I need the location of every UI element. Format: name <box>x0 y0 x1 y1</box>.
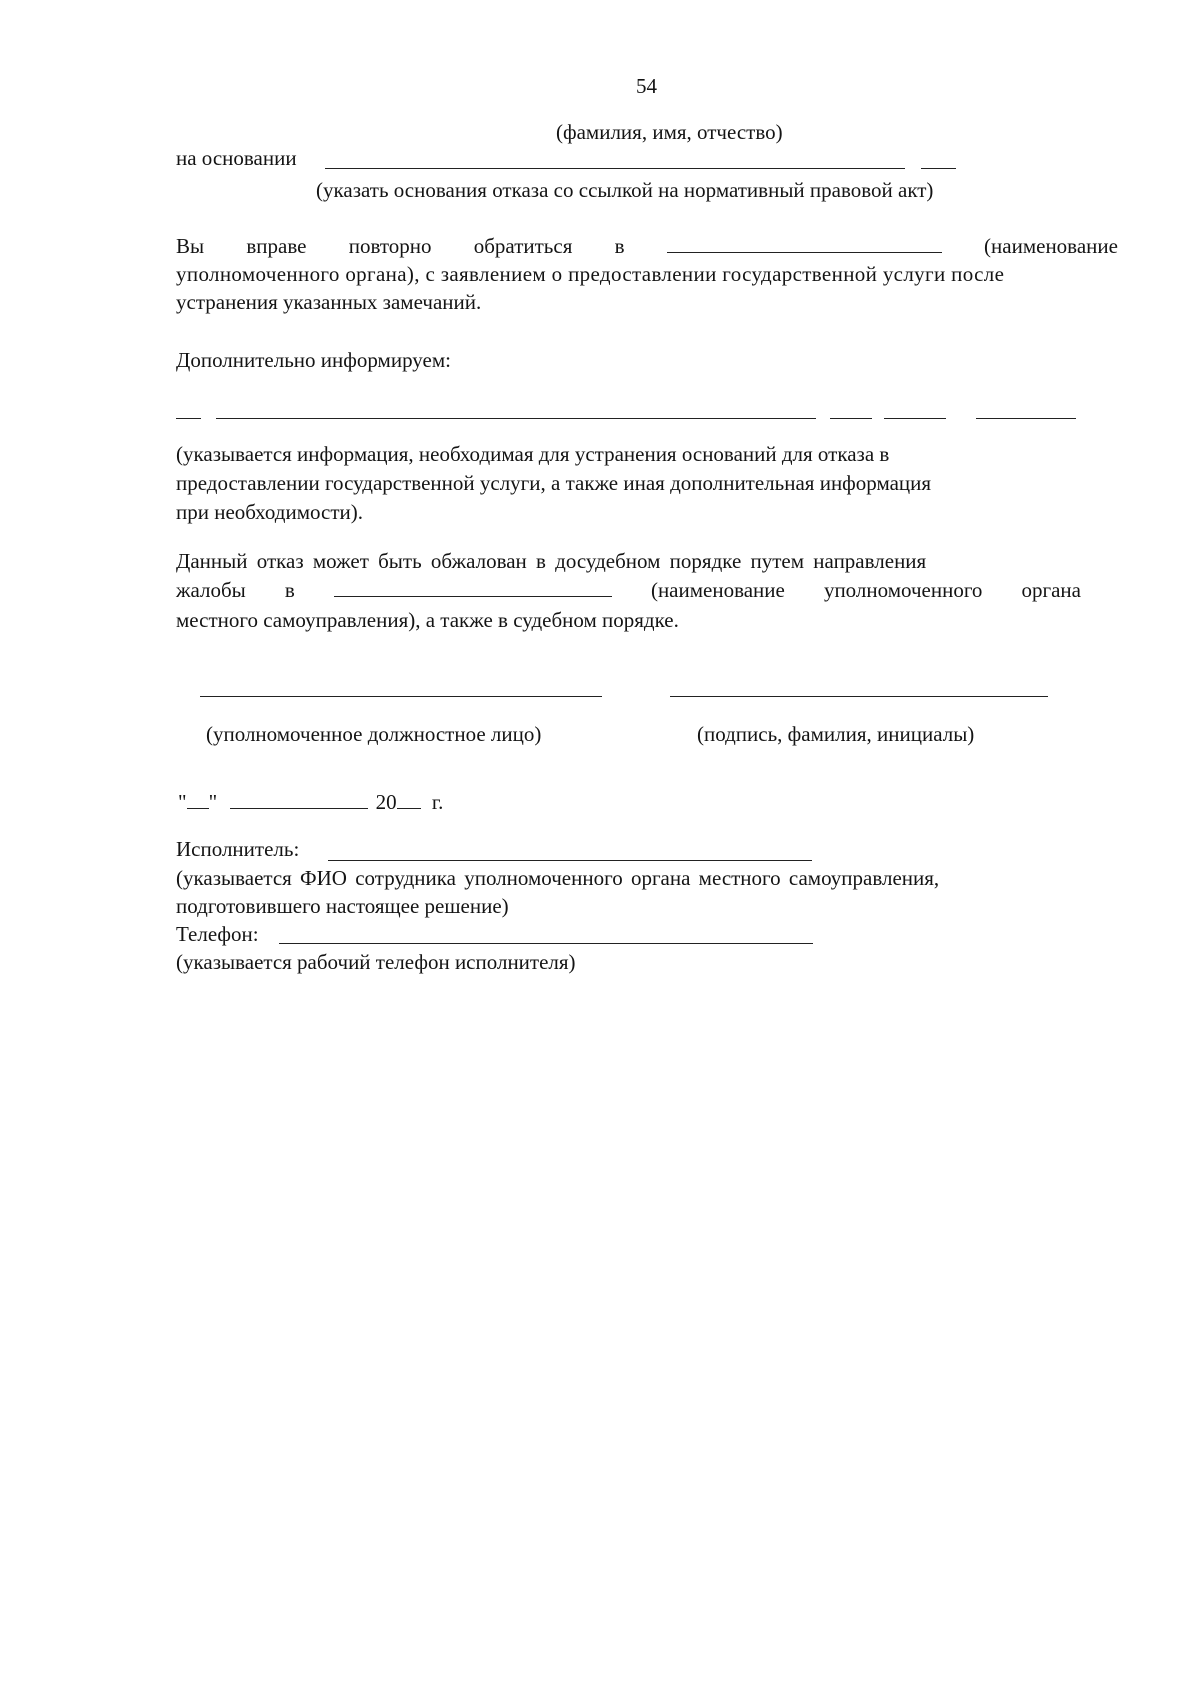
phone-caption: (указывается рабочий телефон исполнителя) <box>176 950 576 974</box>
executor-caption-line-2: подготовившего настоящее решение) <box>176 894 509 918</box>
appeal-line-1: Данный отказ может быть обжалован в досудебном порядке путем направления <box>176 549 927 573</box>
appeal-word: органа <box>1021 578 1081 602</box>
executor-caption-line-1: (указывается ФИО сотрудника уполномоченного органа местного самоуправления, <box>176 866 940 890</box>
day-blank <box>187 808 209 809</box>
additional-fill-line <box>216 418 816 419</box>
additional-caption-line-1: (указывается информация, необходимая для устранения оснований для отказа в <box>176 442 890 466</box>
reapply-line-1 <box>176 236 1118 257</box>
appeal-line-2 <box>176 580 1081 601</box>
year-prefix: 20 <box>375 790 397 814</box>
reapply-word: Вы <box>176 234 205 258</box>
executor-fill-line <box>328 860 812 861</box>
appeal-word: уполномоченного <box>823 578 983 602</box>
additional-caption-line-2: предоставлении государственной услуги, а также иная дополнительная информация <box>176 471 932 495</box>
appeal-word: в <box>284 578 295 602</box>
executor-label: Исполнитель: <box>176 837 300 861</box>
month-blank <box>230 808 368 809</box>
appeal-line-3: местного самоуправления), а также в судебном порядке. <box>176 608 679 632</box>
year-suffix: г. <box>431 790 444 814</box>
official-caption: (уполномоченное должностное лицо) <box>206 722 542 746</box>
reapply-line-3: устранения указанных замечаний. <box>176 290 482 314</box>
additional-fill-line <box>976 418 1076 419</box>
phone-label: Телефон: <box>176 922 259 946</box>
reapply-word: (наименование <box>984 234 1118 258</box>
additional-fill-line <box>176 418 201 419</box>
reapply-word: в <box>614 234 625 258</box>
reapply-word: повторно <box>348 234 432 258</box>
reapply-word: обратиться <box>473 234 573 258</box>
fio-caption: (фамилия, имя, отчество) <box>556 120 783 144</box>
date-open-quote: " <box>178 790 187 814</box>
organ-name-blank <box>667 252 942 253</box>
date-close-quote: " <box>208 790 218 814</box>
page-number: 54 <box>636 74 657 98</box>
year-blank <box>397 808 421 809</box>
signature-caption: (подпись, фамилия, инициалы) <box>697 722 975 746</box>
additional-label: Дополнительно информируем: <box>176 348 451 372</box>
official-signature-line <box>200 696 602 697</box>
appeal-organ-blank <box>334 596 612 597</box>
additional-caption-line-3: при необходимости). <box>176 500 363 524</box>
reapply-word: вправе <box>246 234 307 258</box>
additional-fill-line <box>830 418 872 419</box>
signature-line <box>670 696 1048 697</box>
basis-fill-line <box>325 168 905 169</box>
appeal-word: жалобы <box>176 578 246 602</box>
basis-fill-line-end <box>921 168 956 169</box>
phone-fill-line <box>279 943 813 944</box>
basis-caption: (указать основания отказа со ссылкой на нормативный правовой акт) <box>316 178 934 202</box>
appeal-word: (наименование <box>650 578 785 602</box>
reapply-line-2: уполномоченного органа), с заявлением о предоставлении государственной услуги после <box>176 262 1005 286</box>
basis-label: на основании <box>176 146 297 170</box>
date-line <box>178 792 443 813</box>
additional-fill-line <box>884 418 946 419</box>
